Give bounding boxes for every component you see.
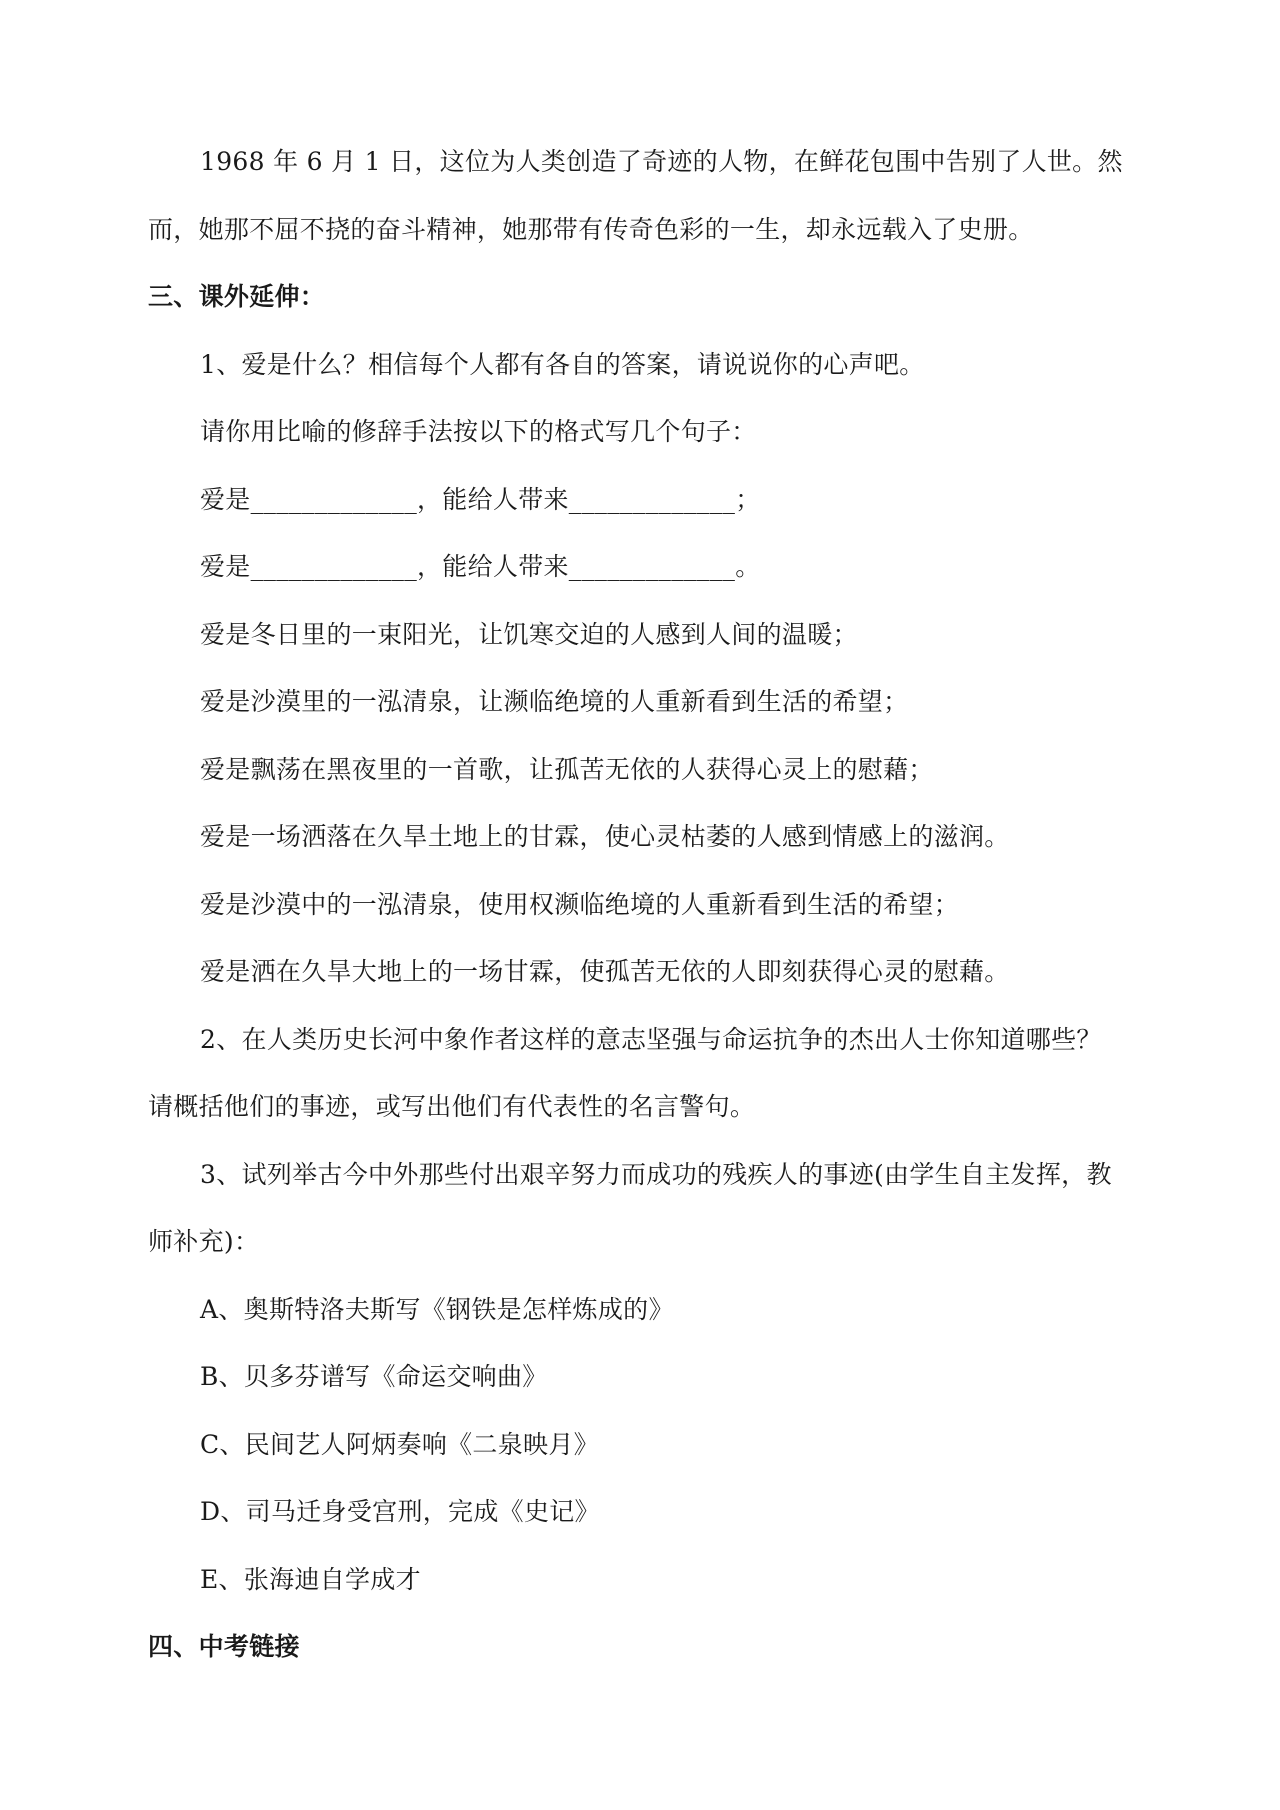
question-1: 1、爱是什么？相信每个人都有各自的答案，请说说你的心声吧。 (200, 349, 925, 379)
question-2-continued: 请概括他们的事迹，或写出他们有代表性的名言警句。 (148, 1092, 756, 1121)
answer-item: B、贝多芬谱写《命运交响曲》 (200, 1362, 548, 1391)
question-2: 2、在人类历史长河中象作者这样的意志坚强与命运抗争的杰出人士你知道哪些？ (200, 1024, 1102, 1054)
paragraph-line: 1968 年 6 月 1 日，这位为人类创造了奇迹的人物，在鲜花包围中告别了人世。然 (200, 147, 1123, 176)
example-sentence: 爱是一场洒落在久旱土地上的甘霖，使心灵枯萎的人感到情感上的滋润。 (200, 822, 1010, 851)
answer-item: A、奥斯特洛夫斯写《钢铁是怎样炼成的》 (200, 1294, 674, 1324)
example-sentence: 爱是飘荡在黑夜里的一首歌，让孤苦无依的人获得心灵上的慰藉； (200, 754, 934, 784)
question-3: 3、试列举古今中外那些付出艰辛努力而成功的残疾人的事迹(由学生自主发挥，教 (200, 1159, 1112, 1189)
section-heading: 四、中考链接 (148, 1632, 300, 1661)
example-sentence: 爱是洒在久旱大地上的一场甘霖，使孤苦无依的人即刻获得心灵的慰藉。 (200, 957, 1010, 986)
fill-in-template: 爱是_____________，能给人带来_____________。 (200, 552, 761, 581)
paragraph-line: 而，她那不屈不挠的奋斗精神，她那带有传奇色彩的一生，却永远载入了史册。 (148, 214, 1034, 244)
example-sentence: 爱是沙漠中的一泓清泉，使用权濒临绝境的人重新看到生活的希望； (200, 889, 960, 919)
answer-item: D、司马迁身受宫刑，完成《史记》 (200, 1497, 600, 1526)
section-heading: 三、课外延伸： (148, 282, 326, 311)
answer-item: C、民间艺人阿炳奏响《二泉映月》 (200, 1429, 599, 1459)
question-3-continued: 师补充)： (148, 1227, 260, 1256)
example-sentence: 爱是冬日里的一束阳光，让饥寒交迫的人感到人间的温暖； (200, 619, 858, 649)
document-content (148, 128, 1138, 1681)
question-1-instruction: 请你用比喻的修辞手法按以下的格式写几个句子： (200, 417, 757, 446)
example-sentence: 爱是沙漠里的一泓清泉，让濒临绝境的人重新看到生活的希望； (200, 687, 909, 716)
answer-item: E、张海迪自学成才 (200, 1564, 421, 1594)
fill-in-template: 爱是_____________，能给人带来_____________； (200, 484, 761, 514)
